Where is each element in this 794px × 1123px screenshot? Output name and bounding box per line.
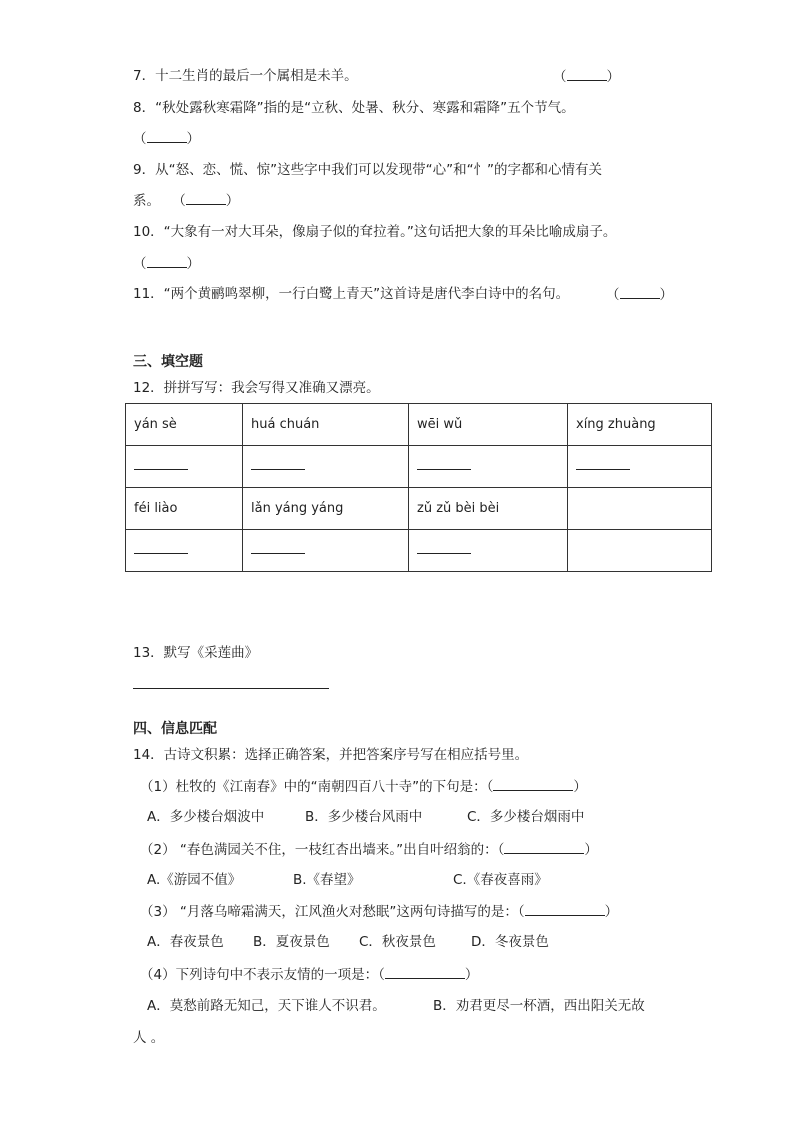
answer-blank[interactable] <box>147 253 187 268</box>
pinyin-cell: zǔ zǔ bèi bèi <box>409 488 568 530</box>
question-10 <box>133 222 616 242</box>
empty-cell <box>568 530 712 572</box>
question-11-text: 11．“两个黄鹂鸣翠柳，一行白鹭上青天”这首诗是唐代李白诗中的名句。 <box>133 286 570 302</box>
answer-cell[interactable] <box>409 530 568 572</box>
table-row <box>126 446 712 488</box>
option-c[interactable]: C．秋夜景色 <box>359 934 436 950</box>
answer-blank[interactable] <box>567 66 607 81</box>
question-7-text: 7．十二生肖的最后一个属相是未羊。 <box>133 68 358 84</box>
answer-cell[interactable] <box>126 530 243 572</box>
answer-cell[interactable] <box>243 530 409 572</box>
options-14-1 <box>147 807 584 827</box>
answer-paren[interactable]: （ ） <box>487 779 587 795</box>
answer-blank[interactable] <box>620 284 660 299</box>
pinyin-cell: lǎn yáng yáng <box>243 488 409 530</box>
answer-paren[interactable]: （ ） <box>498 842 598 858</box>
answer-paren-7[interactable]: （ ） <box>553 66 620 87</box>
answer-blank[interactable] <box>493 776 573 791</box>
answer-blank[interactable] <box>147 128 187 143</box>
pinyin-cell: yán sè <box>126 404 243 446</box>
option-b[interactable]: B．多少楼台风雨中 <box>305 809 423 825</box>
option-b[interactable]: B．夏夜景色 <box>253 934 330 950</box>
answer-cell[interactable] <box>126 446 243 488</box>
answer-paren-11[interactable]: （ ） <box>606 284 673 305</box>
option-c[interactable]: C.《春夜喜雨》 <box>453 872 548 888</box>
table-row <box>126 404 712 446</box>
question-14-3: （3） “月落乌啼霜满天，江风渔火对愁眠”这两句诗描写的是：（ ） <box>140 901 618 922</box>
answer-blank[interactable] <box>504 839 584 854</box>
question-9 <box>133 160 602 180</box>
options-14-4 <box>147 996 645 1016</box>
question-14-title: 14．古诗文积累：选择正确答案，并把答案序号写在相应括号里。 <box>133 747 529 763</box>
question-7 <box>133 66 358 86</box>
answer-paren[interactable]: （ ） <box>518 904 618 920</box>
question-8 <box>133 98 575 118</box>
question-14-1: （1）杜牧的《江南春》中的“南朝四百八十寺”的下句是：（ ） <box>140 776 587 797</box>
pinyin-table <box>125 403 712 572</box>
answer-paren-8[interactable]: （ ） <box>133 128 200 149</box>
table-row <box>126 530 712 572</box>
answer-cell[interactable] <box>409 446 568 488</box>
options-14-3 <box>147 932 549 952</box>
option-a[interactable]: A．莫愁前路无知己，天下谁人不识君。 <box>147 998 386 1014</box>
answer-paren-9[interactable]: （ ） <box>172 193 239 209</box>
option-b[interactable]: B．劝君更尽一杯酒，西出阳关无故 <box>433 998 645 1014</box>
section-title-fill-in: 三、填空题 <box>133 354 203 370</box>
pinyin-cell: huá chuán <box>243 404 409 446</box>
answer-line-13[interactable] <box>133 688 329 689</box>
question-14-2: （2） “春色满园关不住，一枝红杏出墙来。”出自叶绍翁的：（ ） <box>140 839 598 860</box>
answer-blank[interactable] <box>186 190 226 205</box>
answer-cell[interactable] <box>243 446 409 488</box>
option-b[interactable]: B.《春望》 <box>293 872 361 888</box>
question-11 <box>133 284 569 304</box>
answer-paren-10[interactable]: （ ） <box>133 253 200 274</box>
answer-cell[interactable] <box>568 446 712 488</box>
pinyin-cell: féi liào <box>126 488 243 530</box>
pinyin-cell <box>568 488 712 530</box>
pinyin-cell: xíng zhuàng <box>568 404 712 446</box>
question-8-text: 8．“秋处露秋寒霜降”指的是“立秋、处暑、秋分、寒露和霜降”五个节气。 <box>133 100 575 116</box>
options-14-2 <box>147 870 548 890</box>
question-12-title: 12．拼拼写写：我会写得又准确又漂亮。 <box>133 380 380 396</box>
option-d[interactable]: D．冬夜景色 <box>471 934 549 950</box>
option-a[interactable]: A．多少楼台烟波中 <box>147 809 265 825</box>
answer-paren[interactable]: （ ） <box>378 967 478 983</box>
option-c[interactable]: C．多少楼台烟雨中 <box>467 809 585 825</box>
table-row <box>126 488 712 530</box>
question-10-text: 10．“大象有一对大耳朵，像扇子似的耷拉着。”这句话把大象的耳朵比喻成扇子。 <box>133 224 617 240</box>
option-b-cont: 人 。 <box>133 1030 165 1046</box>
question-13-title: 13．默写《采莲曲》 <box>133 645 259 661</box>
pinyin-cell: wēi wǔ <box>409 404 568 446</box>
answer-blank[interactable] <box>385 964 465 979</box>
option-a[interactable]: A．春夜景色 <box>147 934 224 950</box>
option-a[interactable]: A.《游园不值》 <box>147 872 242 888</box>
answer-blank[interactable] <box>525 901 605 916</box>
question-14-4: （4）下列诗句中不表示友情的一项是：（ ） <box>140 964 478 985</box>
question-9-cont: 系。 （ ） <box>133 190 239 211</box>
section-title-matching: 四、信息匹配 <box>133 721 217 737</box>
question-9-text: 9．从“怒、恋、慌、惊”这些字中我们可以发现带“心”和“忄”的字都和心情有关 <box>133 162 603 178</box>
